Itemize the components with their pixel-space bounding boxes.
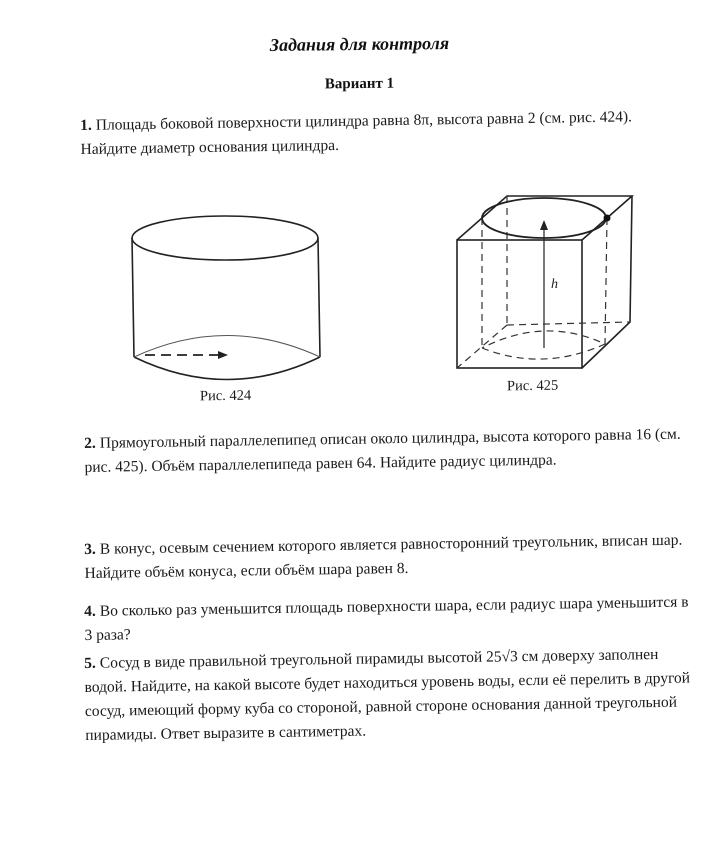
cylinder-left-side [132,238,134,357]
problem-text: Площадь боковой поверхности цилиндра равна 8π, высота равна 2 (см. рис. 424). Найдите диаметр основания цилиндра. [80,108,633,158]
tangent-point [604,215,611,222]
problem-text: Сосуд в виде правильной треугольной пирамиды высотой 25√3 см доверху заполнен водой. Найдите, на какой высоте будет находиться уровень воды, если её перелить в другой сосуд, имеющий форму куба со стороной, равной стороне основания данной треугольной пирамиды. Ответ выразите в сантиметрах. [84,645,691,744]
problem-text: В конус, осевым сечением которого является равносторонний треугольник, вписан шар. Найдите объём конуса, если объём шара равен 8. [84,531,683,582]
problem-number: 4. [84,602,96,620]
section-title: Задания для контроля [269,33,450,55]
cylinder-top-ellipse [132,216,318,260]
cylinder-bottom-front [134,357,320,380]
problem-number: 3. [84,540,96,558]
hidden-back-bottom [507,322,630,325]
radius-arrow-head [218,351,228,359]
problem-4 [84,590,697,648]
problem-number: 1. [80,116,92,134]
figure-425-caption: Рис. 425 [506,377,559,395]
problem-5 [84,642,697,748]
problem-1 [80,104,691,162]
problem-text: Прямоугольный параллелепипед описан около цилиндра, высота которого равна 16 (см. рис. 425). Объём параллелепипеда равен 64. Найдите радиус цилиндра. [84,425,681,476]
height-label: h [551,277,558,292]
problem-number: 5. [84,654,96,672]
variant-heading: Вариант 1 [324,75,395,93]
cylinder-right-side [318,238,320,357]
figure-424-caption: Рис. 424 [199,387,252,405]
problem-number: 2. [84,434,96,452]
problem-3 [84,528,697,586]
figure-425-prism-cylinder [445,192,645,382]
figure-424-cylinder [130,212,330,382]
problem-2 [84,422,697,480]
problem-text: Во сколько раз уменьшится площадь поверхности шара, если радиус шара уменьшится в 3 раза? [84,593,689,644]
prism-front-face [457,240,582,368]
cylinder-bottom-back [134,336,320,358]
cylinder-right-dashed [605,218,607,344]
height-arrow-head [540,220,548,230]
